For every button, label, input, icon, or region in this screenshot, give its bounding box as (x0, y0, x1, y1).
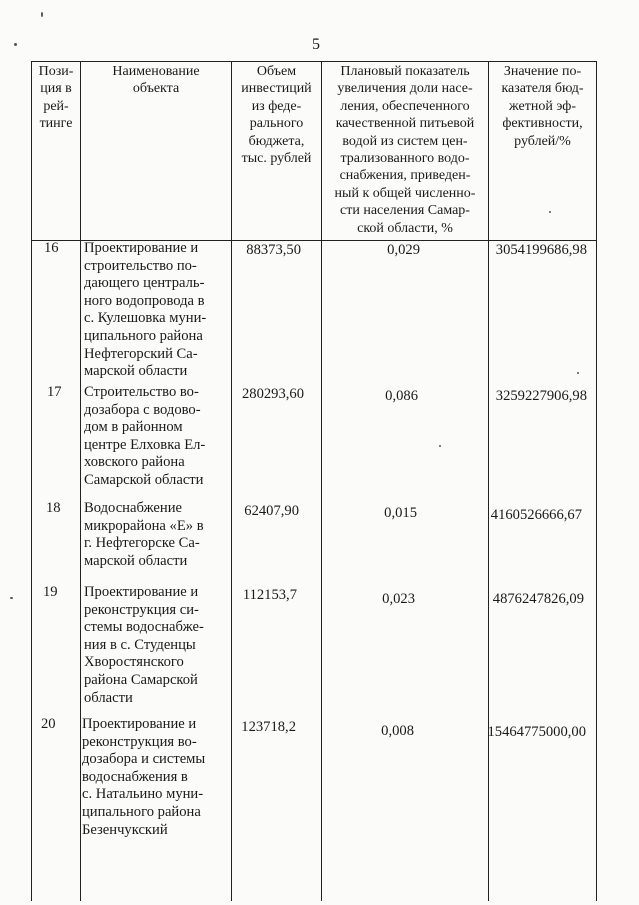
row-share: 0,008 (381, 723, 414, 739)
row-name-line: области (84, 689, 133, 706)
row-position: 19 (43, 584, 58, 600)
header-efficiency (490, 63, 595, 150)
header-investment-line: рального (249, 116, 304, 132)
row-name-line: Безенчукский (82, 821, 168, 838)
row-name-line: стемы водоснабже- (84, 619, 204, 636)
row-name-line: дом в районном (84, 419, 183, 436)
header-position-line: тинге (39, 116, 73, 132)
header-share-line: водой из систем цен- (342, 133, 468, 149)
header-efficiency-line: фективности, (502, 116, 583, 132)
column-divider (31, 61, 32, 901)
header-efficiency-line: жетной эф- (509, 98, 576, 114)
header-share-line: качественной питьевой (335, 116, 475, 132)
header-position-line: Пози- (38, 64, 74, 79)
row-investment: 280293,60 (241, 386, 304, 402)
row-name-line: Хворостянского (84, 654, 184, 671)
row-position: 17 (47, 384, 62, 400)
page-number: 5 (312, 36, 320, 53)
header-position-line: рей- (43, 98, 69, 114)
header-investment (233, 63, 320, 167)
row-name-line: ния в с. Студенцы (84, 636, 196, 653)
row-name-line: с. Кулешовка муни- (84, 310, 207, 327)
row-name-line: дозабора и системы (82, 751, 206, 768)
scan-speck (577, 372, 579, 374)
row-name-line: дозабора с водово- (84, 401, 201, 418)
scan-speck (10, 597, 13, 599)
header-share-line: снабжения, приведен- (339, 168, 471, 184)
row-share: 0,029 (387, 242, 420, 258)
row-efficiency: 3259227906,98 (495, 388, 587, 404)
header-efficiency-line: рублей/% (514, 133, 571, 149)
row-name-line: Самарской области (84, 471, 204, 488)
header-share-line: ления, обеспеченного (340, 98, 470, 114)
header-share-line: ской области, % (357, 220, 453, 236)
row-name-line: Проектирование и (84, 584, 199, 600)
header-share-line: Плановый показатель (340, 64, 470, 79)
header-investment-line: бюджета, (248, 133, 305, 149)
header-share-line: увеличения доли насе- (337, 81, 473, 97)
header-position-line: ция в (40, 81, 72, 97)
column-divider (488, 61, 489, 901)
row-efficiency: 15464775000,00 (487, 724, 586, 740)
row-position: 20 (41, 716, 56, 732)
row-name-line: ципального района (84, 327, 203, 344)
row-name-line: Водоснабжение (84, 500, 182, 516)
row-name-line: Нефтегорский Са- (84, 345, 198, 362)
header-efficiency-line: Значение по- (503, 64, 582, 79)
row-name-line: ципального района (82, 803, 201, 820)
row-name (84, 240, 234, 381)
column-divider (596, 61, 597, 901)
row-name-line: Проектирование и (84, 240, 199, 256)
row-name-line: г. Нефтегорске Са- (84, 535, 200, 552)
row-name-line: района Самарской (84, 671, 198, 688)
header-investment-line: тыс. рублей (241, 151, 312, 167)
row-name-line: водоснабжения в (82, 768, 188, 785)
scan-speck (549, 211, 551, 213)
row-name-line: реконструкция во- (82, 733, 197, 750)
row-name-line: реконструкция си- (84, 601, 199, 618)
scan-speck (41, 12, 43, 17)
row-investment: 112153,7 (242, 587, 297, 603)
header-investment-line: инвестиций (241, 81, 312, 97)
scan-speck (439, 445, 441, 447)
row-investment: 123718,2 (241, 719, 296, 735)
row-efficiency: 3054199686,98 (495, 242, 587, 258)
header-name-line: Наименование (112, 64, 200, 79)
header-share-line: ный к общей численно- (334, 185, 476, 201)
row-share: 0,086 (385, 388, 418, 404)
row-investment: 88373,50 (246, 242, 301, 258)
row-name-line: центре Елховка Ел- (84, 436, 206, 453)
row-name-line: марской области (84, 363, 188, 380)
header-name (82, 63, 230, 98)
row-position: 18 (46, 500, 61, 516)
header-efficiency-line: казателя бюд- (501, 81, 584, 97)
row-position: 16 (44, 240, 59, 256)
row-name (84, 384, 234, 490)
row-name-line: строительство по- (84, 257, 197, 274)
header-share-line: трализованного водо- (340, 151, 470, 167)
row-name-line: ховского района (84, 454, 185, 471)
row-name-line: дающего централь- (84, 275, 205, 292)
header-investment-line: Объем (256, 64, 297, 79)
header-share-line: сти населения Самар- (340, 203, 470, 219)
row-name-line: с. Натальино муни- (82, 786, 204, 803)
row-name-line: микрорайона «Е» в (84, 517, 204, 534)
row-name-line: марской области (84, 552, 188, 569)
row-name-line: Проектирование и (82, 716, 197, 732)
row-share: 0,023 (382, 591, 415, 607)
header-position (33, 63, 79, 133)
row-efficiency: 4160526666,67 (490, 507, 582, 523)
scan-speck (14, 43, 17, 46)
row-name-line: ного водопровода в (84, 292, 205, 309)
header-name-line: объекта (132, 81, 180, 97)
row-efficiency: 4876247826,09 (492, 591, 584, 607)
row-share: 0,015 (384, 505, 417, 521)
header-investment-line: из феде- (251, 98, 302, 114)
row-investment: 62407,90 (244, 503, 299, 519)
header-share (323, 63, 487, 237)
row-name-line: Строительство во- (84, 384, 199, 400)
